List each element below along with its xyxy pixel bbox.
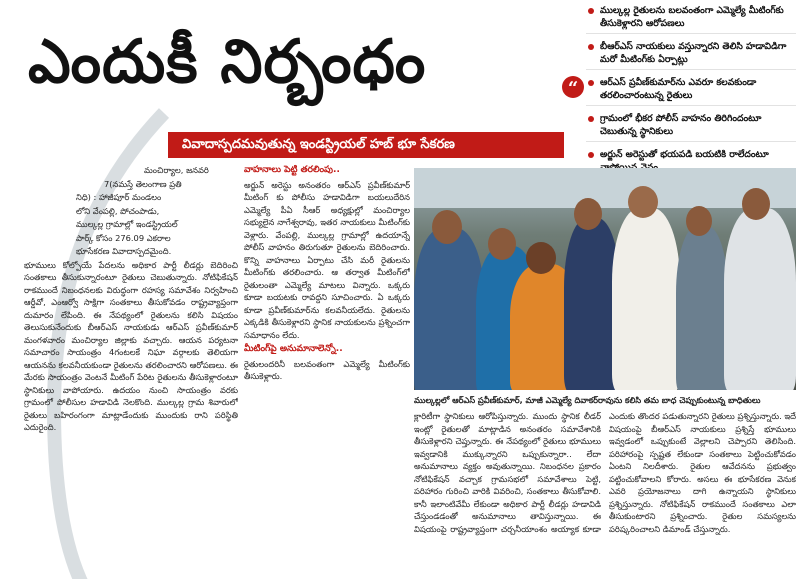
article-left-column	[18, 164, 238, 574]
photo-person-head	[628, 186, 658, 218]
article-middle-column	[244, 164, 410, 574]
section-label: వాహనాలు పెట్టి తరలింపు..	[244, 165, 340, 175]
body-paragraph: అర్జున్ అరెస్టు అనంతరం ఆర్ఎస్ ప్రవీణ్‌కుమార్ మీటింగ్ కు పోలీసు హడావిడిగా బయలుదేరిన ఎమ్మెల్యే పీఏ సీఆర్ అధ్యక్షుల్లో మంచిర్యాల సభ్యులైన నాగేశ్వరావు, ఇతర నాయకులు మీటింగ్‌కు వెళ్లారు. వేంపల్లి, ముల్కల్ల గ్రామాల్లో ఉదయాన్నే పోలీస్ వాహనం తిరుగుతూ రైతులను బెదిరించారు. కొన్ని వాహనాలు ఏర్పాటు చేసి మరీ రైతులను మీటింగ్‌కు తరలించారు. ఆ తర్వాత మీటింగ్‌లో రైతులంతా ఎమ్మెల్యే మాటలు విన్నారు. ఒక్కరు కూడా బయటకు రావద్దని సూచించారు. ఏ ఒక్కరు కూడా ప్రవీణ్‌కుమార్‌ను కలవనీయలేదు. రైతులను ఎక్కడికి తీసుకెళ్లారని స్థానిక నాయకులను ప్రశ్నించగా సమాధానం లేదు.	[244, 179, 410, 340]
photo-person-head	[742, 188, 770, 220]
photo-person-head	[526, 242, 556, 274]
text-line: పార్క్ కోసం 276.09 ఎకరాల	[76, 232, 171, 243]
photo-person	[414, 228, 484, 390]
photo-person-head	[488, 228, 516, 260]
highlight-item: ముల్కల్ల రైతులను బలవంతంగా ఎమ్మెల్యే మీటింగ్‌కు తీసుకెళ్లారని ఆరోపణలు	[586, 4, 796, 34]
photo-person	[724, 208, 796, 390]
text-line: ముల్కల్ల గ్రామాల్లో ఇండస్ట్రియల్	[76, 219, 178, 229]
text-line: లోని వేంపల్లి, పోచంపాడు,	[76, 205, 160, 216]
highlight-item: ఆర్ఎస్ ప్రవీణ్‌కుమార్‌ను ఎవరూ కలవకుండా తరలించారంటున్న రైతులు	[586, 76, 796, 106]
highlights-list	[586, 4, 796, 184]
photo-person-head	[686, 206, 712, 236]
photo-sky	[414, 168, 796, 208]
text-line: భూసేకరణ వివాదాస్పదమైంది.	[76, 246, 172, 256]
highlight-item: అర్జున్ అరెస్టుతో భయపడి బయటికి రాలేదంటూ	[586, 148, 796, 178]
highlight-item: బీఆర్ఎస్ నాయకులు వస్తున్నారని తెలిసి హడావిడిగా మరో మీటింగ్‌కు ఏర్పాట్లు	[586, 40, 796, 70]
highlight-item: గ్రామంలో భీకర పోలీస్ వాహనం తిరిగిందంటూ చెబుతున్న స్థానికులు	[586, 112, 796, 142]
article-bottom-columns: క్లారిటీగా స్థానికులు ఆరోపిస్తున్నారు. ముందు స్థానిక లీడర్ ఇంట్లో రైతులతో మాట్లాడిన అనంతరం సమావేశానికి తీసుకెళ్లారని చెప్తున్నారు. ఈ నేపథ్యంలో రైతులు భూములు ఇవ్వడానికి ముక్కున్నారని ఒప్పుకున్నారా.. లేదా అనుమానాలు వ్యక్తం అవుతున్నాయి. నిబంధనల ప్రకారం నోటిఫికేషన్ వచ్చాక గ్రామసభలో సమావేశాలు పెట్టి, పరిహారం గురించి వారికి వివరించి, సంతకాలు తీసుకోవాలి. కానీ ఇలాంటివేమీ లేకుండా అధికార పార్టీ లీడర్లు హడావిడి చేస్తుండడంతో అనుమానాలు తావిస్తున్నాయి. ఈ విషయంపై రాష్ట్రవ్యాప్తంగా చర్చనీయాంశం అయ్యాక కూడా ఎందుకు తొందర పడుతున్నారని రైతులు ప్రశ్నిస్తున్నారు. ఇదే విషయంపై బీఆర్ఎస్ నాయకులు ప్రశ్నిస్తే భూములు ఇవ్వడంలో ఒప్పుకుంటే వెల్లాలని చెప్పారని తెలిసింది. పరిహారంపై స్పష్టత లేకుండా సంతకాలు పెట్టించుకోవడం ఏంటని నిలదీశారు. రైతుల ఆవేదనను ప్రభుత్వం పట్టించుకోవాలని కోరారు. అసలు ఈ భూసేకరణ వెనుక ఎవరి ప్రయోజనాలు దాగి ఉన్నాయని స్థానికులు ప్రశ్నిస్తున్నారు. నోటిఫికేషన్ రాకముందే సంతకాలు ఎలా తీసుకుంటారని ప్రశ్నించారు. రైతుల సమస్యలను పరిష్కరించాలని డిమాండ్ చేస్తున్నారు.	[414, 411, 796, 534]
text-line: 7(నమస్తే తెలంగాణ ప్రతి	[104, 178, 182, 189]
news-photo	[414, 168, 796, 390]
headline: ఎందుకీ నిర్బంధం	[28, 27, 427, 97]
subheadline-banner: వివాదాస్పదమవుతున్న ఇండస్ట్రియల్ హబ్ భూ సేకరణ	[168, 132, 564, 158]
dateline: మంచిర్యాల, జనవరి	[144, 165, 209, 175]
body-paragraph: రైతులందరినీ బలవంతంగా ఎమ్మెల్యే మీటింగ్‌కు తీసుకెళ్లారు.	[244, 358, 410, 381]
photo-caption: ముల్కల్లలో ఆర్ఎస్ ప్రవీణ్‌కుమార్, మాజీ ఎమ్మెల్యే దివాకర్‌రావును కలిసి తమ బాధ చెప్పుకుంటున్న బాధితులు	[414, 395, 761, 405]
photo-person-head	[574, 198, 602, 230]
text-line: నిధి) : హాజీపూర్ మండలం	[76, 192, 162, 202]
photo-person	[612, 208, 680, 390]
quote-icon: “	[562, 76, 584, 98]
body-paragraph: భూములు కోల్పోయే పేదలను అధికార పార్టీ లీడర్లు బెదిరించి సంతకాలు తీసుకున్నారంటూ రైతులు చెబుతున్నారు. నోటిఫికేషన్ రాకముందే నిబంధనలకు విరుద్ధంగా రహస్య సమావేశం నిర్వహించి ఆర్డీవో, ఎంఆర్వో సాక్షిగా సంతకాలు తీసుకోవడం రాష్ట్రవ్యాప్తంగా దుమారం లేపింది. ఈ నేపథ్యంలో రైతులను కలిసి విషయం తెలుసుకునేందుకు బీఆర్ఎస్ నాయకుడు ఆర్ఎస్ ప్రవీణ్‌కుమార్ మంగళవారం మంచిర్యాల జిల్లాకు వచ్చారు. ఆయన పర్యటనా సమాచారం సాయంత్రం 4గంటలకే నిఘా వర్గాలకు తెలియగా ఆయనను కలవనీయకుండా రైతులను తరలించారని ఆరోపణలు. ఈ మేరకు సాయంత్రం వెంటనే మీటింగ్ పేరిట రైతులను తీసుకెళ్లారంటూ స్థానికులు వాపోయారు. ఉదయం నుంచి సాయంత్రం వరకు గ్రామంలో పోలీసుల హడావిడి నెలకొంది. ముల్కల్ల గ్రామ శివారులో రైతులు బహిరంగంగా మాట్లాడేందుకు ముందుకు రాని పరిస్థితి ఎదురైంది.	[24, 259, 238, 432]
section-label: మీటింగ్‌పై అనుమానాలెన్నో..	[244, 344, 343, 354]
photo-person	[676, 226, 728, 390]
photo-person-head	[432, 210, 462, 244]
